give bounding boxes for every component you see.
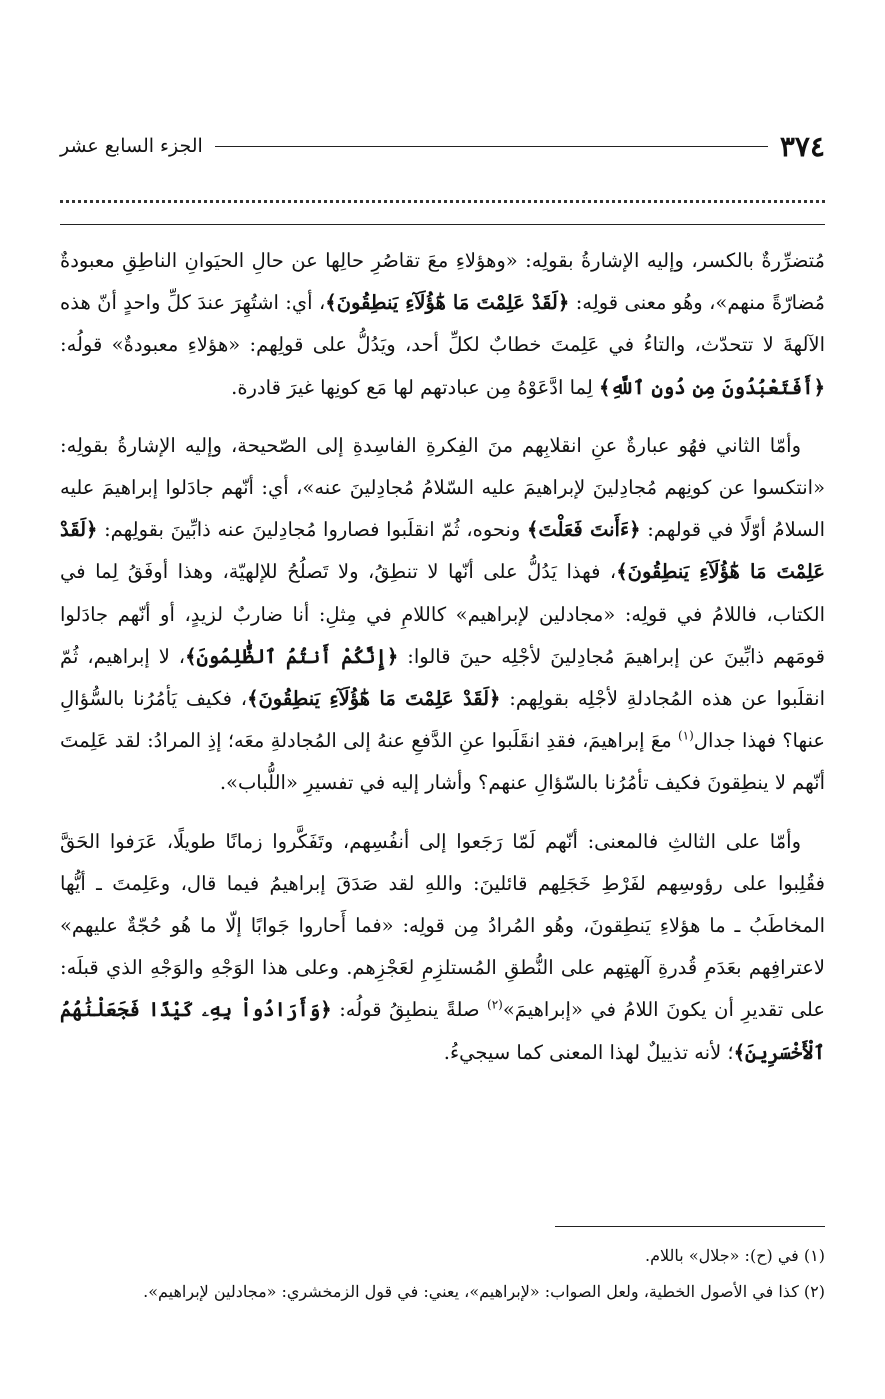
footnote-1: (١) في (ح): «جلال» باللام. (645, 1246, 825, 1265)
header-underline (60, 224, 825, 225)
quran-verse: ﴿إِنَّكُمْ أَنتُمُ ٱلظَّٰلِمُونَ﴾ (185, 644, 399, 668)
quran-verse: ﴿أَفَتَعْبُدُونَ مِن دُونِ ٱللَّهِ﴾ (598, 375, 825, 399)
footnote-ref-1[interactable]: (١) (677, 728, 694, 743)
text-segment: ، فهذا يَدُلُّ على أنّها لا تنطِقُ، ولا تَصلُحُ للإلهيّة، وهذا أوفَقُ لِما في الكتاب، فاللامُ في قولِه: «مجادلين لإبراهيم» كاللامِ في مِثلِ: أنا ضاربٌ لزيدٍ، أو أنّهم جادَلوا قومَهم ذابِّينَ عن إبراهيمَ مُجادِلينَ لأجْلِه حينَ قالوا: (60, 560, 825, 668)
paragraph-1 (60, 240, 825, 409)
text-segment: وأمّا على الثالثِ فالمعنى: أنّهم لَمّا رَجَعوا إلى أنفُسِهم، وتَفَكَّروا زمانًا طويلًا، عَرَفوا الحَقَّ فقُلِبوا على رؤوسِهم لفَرْطِ خَجَلِهم قائلينَ: واللهِ لقد صَدَقَ إبراهيمُ فيما قال، وعَلِمتَ ـ أيُّها المخاطَبُ ـ ما هؤلاءِ يَنطِقونَ، وهُو المُرادُ مِن قولِه: «فما أَحاروا جَوابًا إلّا ما هُو حُجّةٌ عليهم» لاعترافِهم بعَدَمِ قُدرةِ آلهتِهم على النُّطقِ المُستلزِمِ لعَجْزِهم. وعلى هذا الوَجْهِ والوَجْهِ الذي قبلَه: على تقديرِ أن يكونَ اللامُ في «إبراهيمَ» (60, 829, 826, 1022)
quran-verse: ﴿لَقَدْ عَلِمْتَ مَا هَٰٓؤُلَآءِ يَنطِقُونَ﴾ (325, 291, 570, 315)
text-segment: ، فكيف يَأمُرُنا بالسُّؤالِ عنها؟ فهذا جدال (60, 687, 825, 753)
book-page (60, 0, 825, 1399)
footnote-separator (555, 1226, 825, 1227)
text-segment: ونحوه، ثُمّ انقلَبوا فصاروا مُجادِلينَ عنه ذابِّينَ بقولِهم: (97, 518, 527, 542)
header-rule (215, 146, 768, 147)
paragraph-2 (60, 425, 825, 805)
text-segment: وأمّا الثاني فهُو عبارةٌ عنِ انقلابِهم منَ الفِكرةِ الفاسِدةِ إلى الصّحيحة، وإليه الإشارةُ بقولِه: «انتكسوا عن كونِهم مُجادِلينَ لإبراهيمَ عليه السّلامُ مُجادِلينَ عنه»، أي: أنّهم جادَلوا إبراهيمَ عليه السلامُ أوّلًا في قولهم: (60, 433, 825, 542)
text-segment: صلةً ينطبِقُ قولُه: (331, 998, 488, 1022)
text-segment: معَ إبراهيمَ، فقدِ انقَلَبوا عنِ الدَّفعِ عنهُ إلى المُجادلةِ معَه؛ إذِ المرادُ: لقد عَلِمتَ أنّهم لا ينطِقونَ فكيف تأمُرُنا بالسّؤالِ عنهم؟ وأشار إليه في تفسيرِ «اللُّباب». (60, 729, 825, 795)
footnotes (60, 1238, 825, 1310)
text-segment: ، أي: اشتُهِرَ عندَ كلِّ واحدٍ أنّ هذه الآلهةَ لا تتحدّث، والتاءُ في عَلِمتَ خطابٌ لكلِّ أحد، ويَدُلُّ على قولِهم: «هؤلاءِ معبودةٌ» قولُه: (60, 291, 825, 357)
text-segment: لِما ادَّعَوْهُ مِن عبادتهم لها مَع كونِها غيرَ قادرة. (231, 375, 599, 399)
footnote-ref-2[interactable]: (٢) (487, 997, 503, 1012)
text-segment: ، لا إبراهيم، ثُمّ انقلَبوا عن هذه المُجادلةِ لأجْلِه بقولِهم: (60, 644, 825, 711)
paragraph-3 (60, 821, 825, 1074)
main-text (60, 240, 825, 1074)
running-header (60, 126, 825, 166)
dotted-separator (60, 200, 825, 203)
quran-verse: ﴿ءَأَنتَ فَعَلْتَ﴾ (527, 518, 641, 542)
page-number: ٣٧٤ (779, 129, 825, 163)
footnote-2: (٢) كذا في الأصول الخطية، ولعل الصواب: «لإبراهيم»، يعني: في قول الزمخشري: «مجادلين لإبراهيم». (143, 1282, 825, 1301)
quran-verse: ﴿لَقَدْ عَلِمْتَ مَا هَٰٓؤُلَآءِ يَنطِقُونَ﴾ (60, 518, 825, 584)
quran-verse: ﴿لَقَدْ عَلِمْتَ مَا هَٰٓؤُلَآءِ يَنطِقُونَ﴾ (247, 687, 501, 711)
volume-title: الجزء السابع عشر (60, 135, 203, 157)
text-segment: مُتضرِّرةٌ بالكسر، وإليه الإشارةُ بقولِه: «وهؤلاءِ معَ تقاصُرِ حالِها عن حالِ الحيَوانِ الناطِقِ معبودةٌ مُضارّةً منهم»، وهُو معنى قولِه: (60, 249, 825, 315)
text-segment: ؛ لأنه تذييلٌ لهذا المعنى كما سيجيءُ. (443, 1040, 734, 1064)
quran-verse: ﴿وَأَرَادُواْ بِهِۦ كَيْدًا فَجَعَلْنَٰهُمُ ٱلْأَخْسَرِينَ﴾ (60, 998, 825, 1064)
